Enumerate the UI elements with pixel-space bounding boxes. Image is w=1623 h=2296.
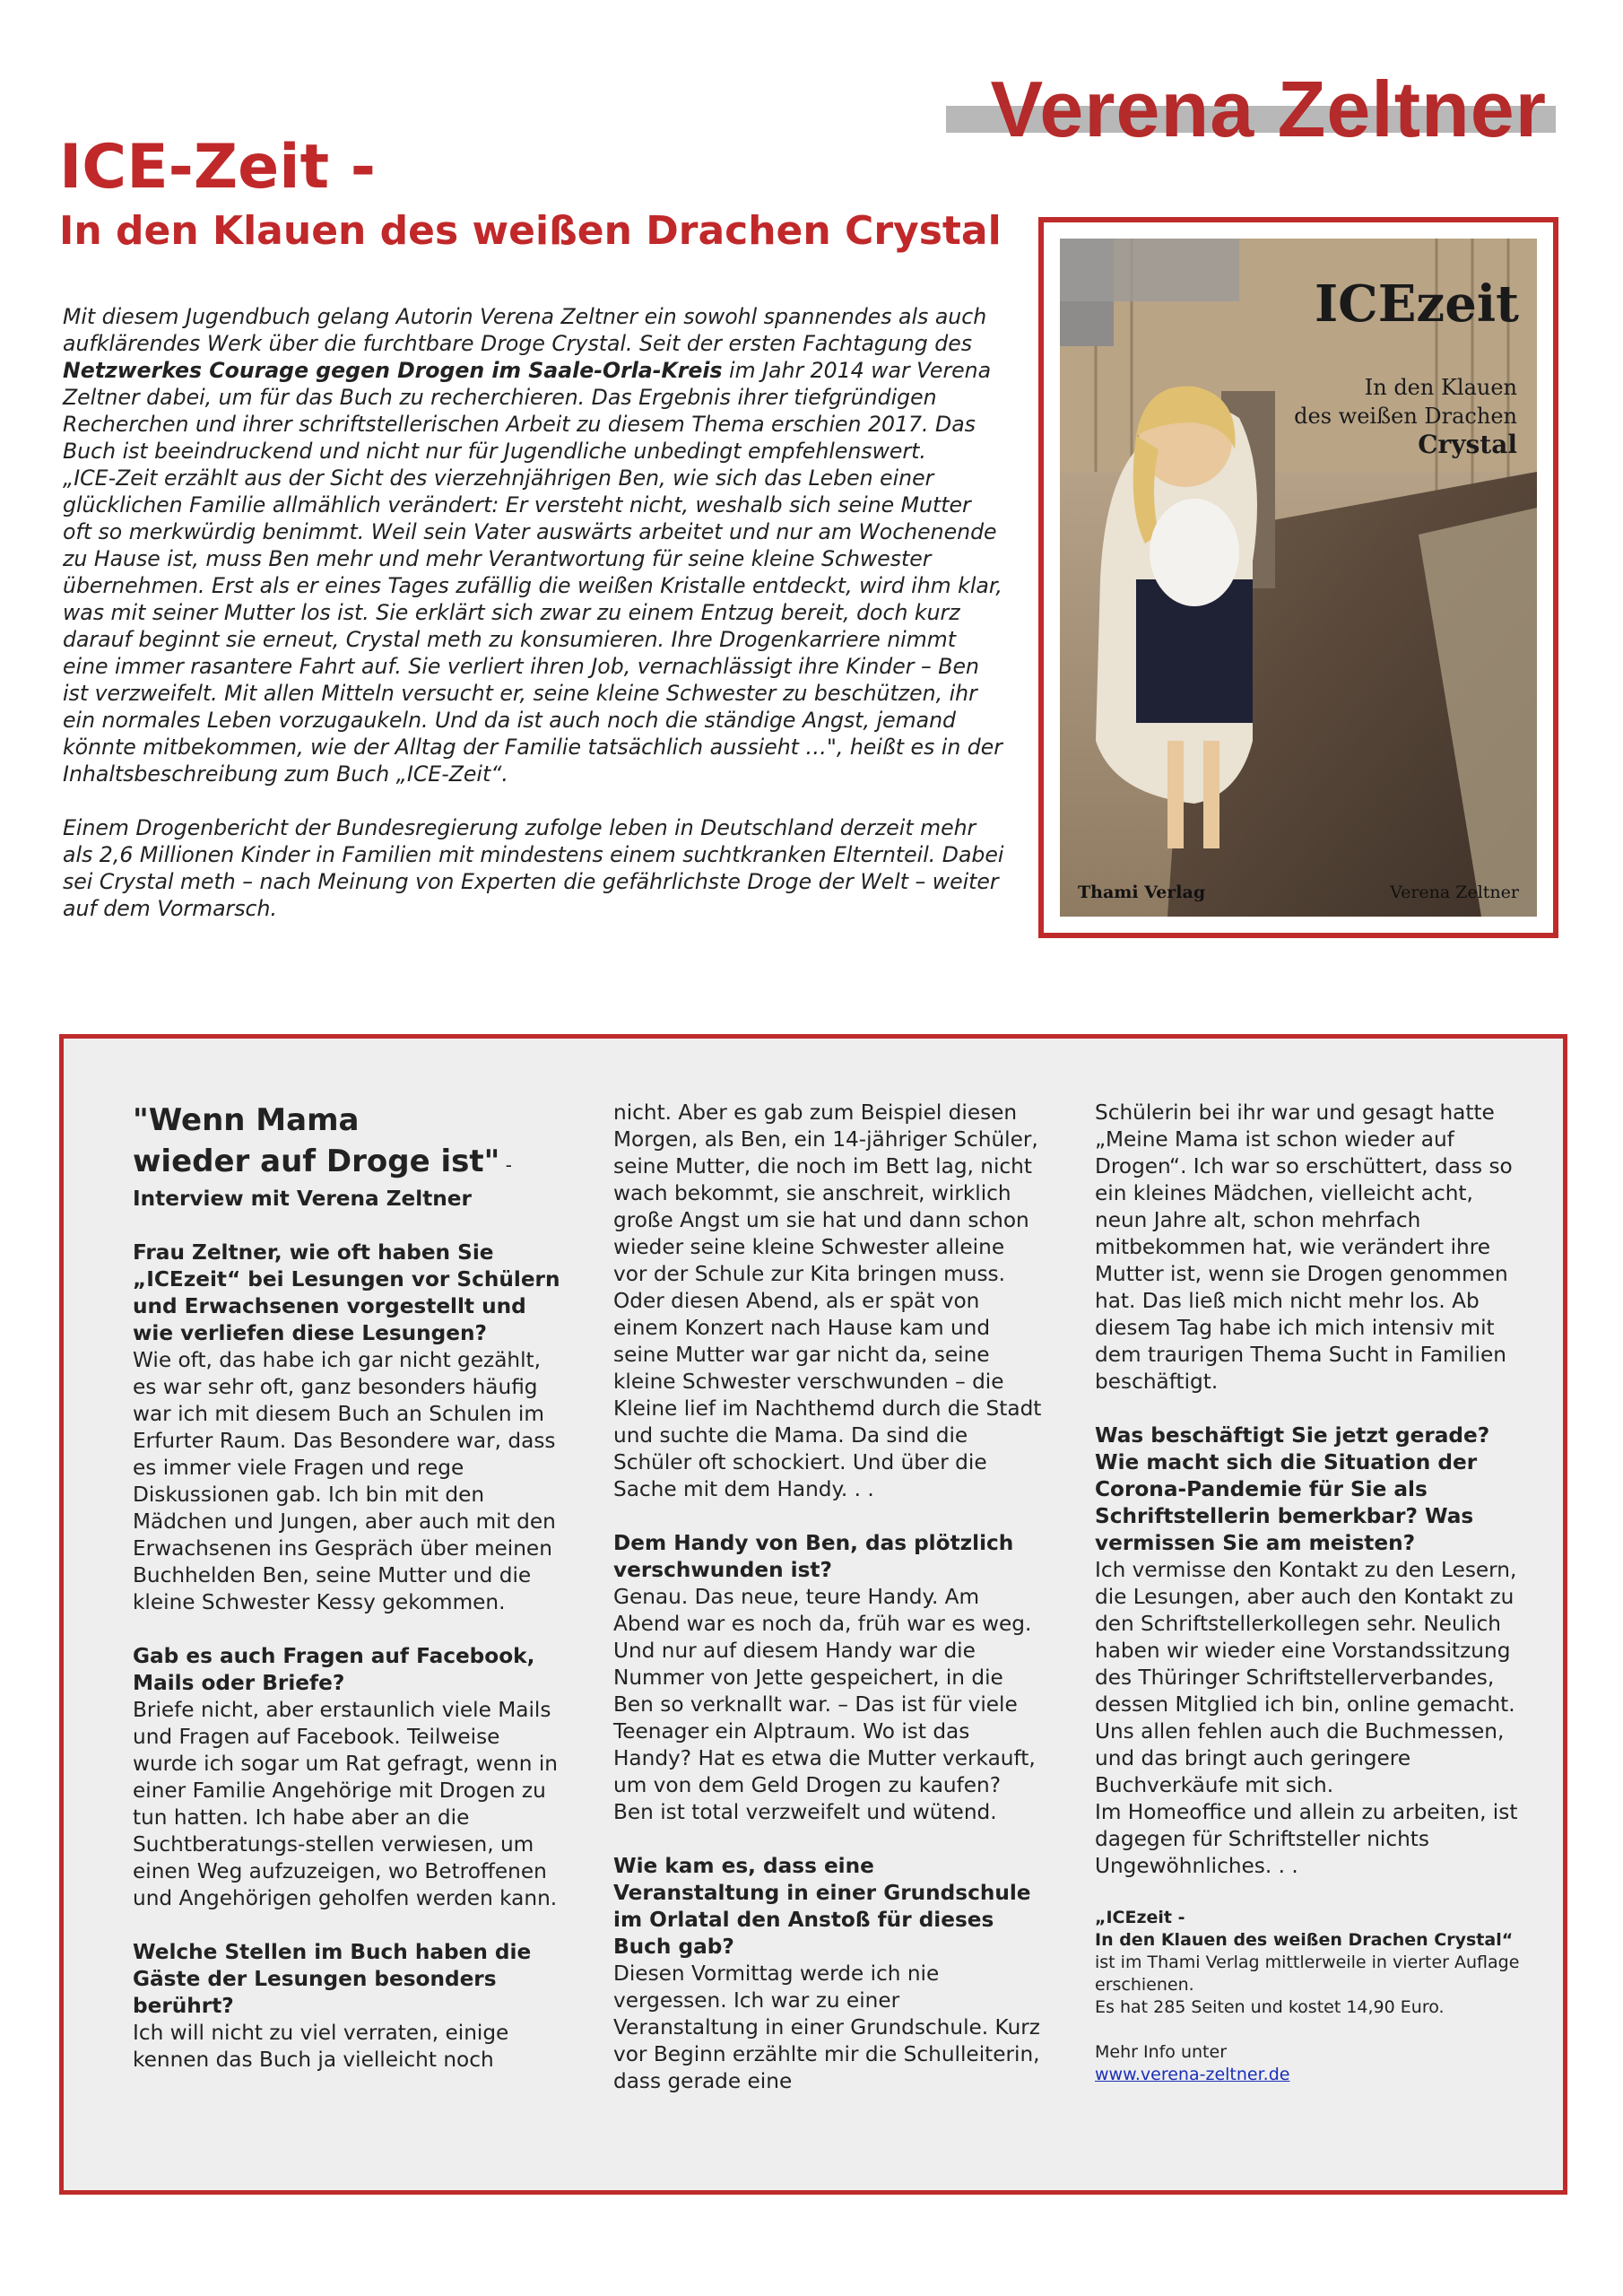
page-subtitle: In den Klauen des weißen Drachen Crystal: [59, 208, 1002, 254]
answer-1: Wie oft, das habe ich gar nicht gezählt, es war sehr oft, ganz besonders häufig war ich mit diesem Buch an Schulen im Erfurter Raum. Das Besondere war, dass es immer viele Fragen und rege Diskussionen gab. Ich bin mit den Mädchen und Jungen, aber auch mit den Erwachsenen ins Gespräch über meinen Buchhelden Ben, seine Mutter und die kleine Schwester Kessy gekommen.: [133, 1348, 556, 1614]
interview-subtitle: Interview mit Verena Zeltner: [133, 1187, 472, 1211]
book-info-title: In den Klauen des weißen Drachen Crystal“: [1095, 1930, 1514, 1950]
answer-4: Genau. Das neue, teure Handy. Am Abend war es noch da, früh war es weg. Und nur auf diesem Handy war die Nummer von Jette gespeichert, in die Ben so verknallt war. – Das ist für viele Teenager ein Alptraum. Wo ist das Handy? Hat es etwa die Mutter verkauft, um von dem Geld Drogen zu kaufen? Ben ist total verzweifelt und wütend.: [613, 1585, 1036, 1824]
answer-5-part-2: Schülerin bei ihr war und gesagt hatte „Meine Mama ist schon wieder auf Drogen“. Ich war so erschüttert, dass so ein kleines Mädchen, vielleicht acht, neun Jahre alt, schon mehrfach mitbekommen hat, wie verändert ihre Mutter ist, wenn sie Drogen genommen hat. Das ließ mich nicht mehr los. Ab diesem Tag habe ich mich intensiv mit dem traurigen Thema Sucht in Familien beschäftigt.: [1095, 1100, 1513, 1394]
interview-title-line: wieder auf Droge ist": [133, 1144, 500, 1179]
question-2: Gab es auch Fragen auf Facebook, Mails oder Briefe?: [133, 1644, 535, 1695]
question-3: Welche Stellen im Buch haben die Gäste der Lesungen besonders berührt?: [133, 1940, 532, 2018]
question-5: Wie kam es, dass eine Veranstaltung in einer Grundschule im Orlatal den Anstoß für dieses Buch gab?: [613, 1854, 1031, 1959]
intro-article: [63, 303, 1004, 922]
book-cover-illustration: [1060, 239, 1537, 917]
answer-3-part-2: nicht. Aber es gab zum Beispiel diesen Morgen, als Ben, ein 14-jähriger Schüler, seine Mutter, die noch im Bett lag, nicht wach bekommt, sie anschreit, wirklich große Angst um sie hat und dann schon wieder seine kleine Schwester alleine vor der Schule zur Kita bringen muss.: [613, 1100, 1038, 1286]
book-info-title: „ICEzeit -: [1095, 1908, 1185, 1927]
answer-2: Briefe nicht, aber erstaunlich viele Mails und Fragen auf Facebook. Teilweise wurde ich sogar um Rat gefragt, wenn in einer Familie Angehörige mit Drogen zu tun hatten. Ich habe aber an die Suchtberatungs-stellen verwiesen, um einen Weg aufzuzeigen, wo Betroffenen und Angehörigen geholfen werden kann.: [133, 1698, 558, 1910]
cover-subtitle: [1294, 373, 1517, 459]
book-cover-frame: [1038, 217, 1558, 938]
answer-3-part-3: Oder diesen Abend, als er spät von einem Konzert nach Hause kam und seine Mutter war gar nicht da, seine kleine Schwester verschwunden – die Kleine lief im Nachthemd durch die Stadt und suchte die Mama. Da sind die Schüler oft schockiert. Und über die Sache mit dem Handy. . .: [613, 1289, 1042, 1501]
cover-author: Verena Zeltner: [1390, 883, 1519, 902]
cover-publisher: Thami Verlag: [1078, 883, 1206, 902]
question-1: Frau Zeltner, wie oft haben Sie „ICEzeit“ bei Lesungen vor Schülern und Erwachsenen vorgestellt und wie verliefen diese Lesungen?: [133, 1240, 560, 1345]
answer-6-part-1: Ich vermisse den Kontakt zu den Lesern, die Lesungen, aber auch den Kontakt zu den Schriftstellerkollegen sehr. Neulich haben wir wieder eine Vorstandssitzung des Thüringer Schriftstellerverbandes, dessen Mitglied ich bin, online gemacht.: [1095, 1558, 1517, 1717]
intro-paragraph-2: „ICE-Zeit erzählt aus der Sicht des vierzehnjährigen Ben, wie sich das Leben einer glücklichen Familie allmählich verändert: Er versteht nicht, weshalb sich seine Mutter oft so merkwürdig benimmt. Weil sein Vater auswärts arbeitet und nur am Wochenende zu Hause ist, muss Ben mehr und mehr Verantwortung für seine kleine Schwester übernehmen. Erst als er eines Tages zufällig die weißen Kristalle entdeckt, wird ihm klar, was mit seiner Mutter los ist. Sie erklärt sich zwar zu einem Entzug bereit, doch kurz darauf beginnt sie erneut, Crystal meth zu konsumieren. Ihre Drogenkarriere nimmt eine immer rasantere Fahrt auf. Sie verliert ihren Job, vernachlässigt ihre Kinder – Ben ist verzweifelt. Mit allen Mitteln versucht er, seine kleine Schwester zu beschützen, ihr ein normales Leben vorzugaukeln. Und da ist auch noch die ständige Angst, jemand könnte mitbekommen, wie der Alltag der Familie tatsächlich aussieht …", heißt es in der Inhaltsbeschreibung zum Buch „ICE-Zeit“.: [63, 465, 1002, 787]
cover-subtitle-line: Crystal: [1418, 430, 1517, 459]
book-info-text: ist im Thami Verlag mittlerweile in vierter Auflage erschienen.: [1095, 1952, 1520, 1995]
book-info: [1095, 1907, 1525, 2086]
cover-title: ICEzeit: [1314, 274, 1519, 334]
interview-title-line: "Wenn Mama: [133, 1102, 360, 1138]
interview-column-2: [613, 1100, 1044, 2095]
question-6: Was beschäftigt Sie jetzt gerade? Wie macht sich die Situation der Corona-Pandemie für Sie als Schriftstellerin bemerkbar? Was vermissen Sie am meisten?: [1095, 1423, 1490, 1555]
answer-6-part-3: Im Homeoffice und allein zu arbeiten, ist dagegen für Schriftsteller nichts Ungewöhnliches. . .: [1095, 1800, 1518, 1878]
intro-text: Mit diesem Jugendbuch gelang Autorin Verena Zeltner ein sowohl spannendes als auch aufklärendes Werk über die furchtbare Droge Crystal. Seit der ersten Fachtagung des: [63, 304, 987, 356]
cover-subtitle-line: des weißen Drachen: [1294, 404, 1517, 429]
answer-5-part-1: Diesen Vormittag werde ich nie vergessen. Ich war zu einer Veranstaltung in einer Grundschule. Kurz vor Beginn erzählte mir die Schulleiterin, dass gerade eine: [613, 1961, 1040, 2093]
intro-paragraph-3: Einem Drogenbericht der Bundesregierung zufolge leben in Deutschland derzeit mehr als 2,6 Millionen Kinder in Familien mit mindestens einem suchtkranken Elternteil. Dabei sei Crystal meth – nach Meinung von Experten die gefährlichste Droge der Welt – weiter auf dem Vormarsch.: [63, 815, 1004, 921]
intro-bold-text: Netzwerkes Courage gegen Drogen im Saale-Orla-Kreis: [63, 358, 723, 383]
answer-6-part-2: Uns allen fehlen auch die Buchmessen, und das bringt auch geringere Buchverkäufe mit sich.: [1095, 1719, 1505, 1797]
interview-title: [133, 1100, 563, 1186]
book-info-text: Es hat 285 Seiten und kostet 14,90 Euro.: [1095, 1997, 1445, 2017]
book-cover-image: [1060, 239, 1537, 917]
intro-paragraph-1: [63, 303, 1004, 465]
author-name: Verena Zeltner: [990, 65, 1547, 153]
answer-3-part-1: Ich will nicht zu viel verraten, einige kennen das Buch ja vielleicht noch: [133, 2021, 509, 2072]
question-4: Dem Handy von Ben, das plötzlich verschwunden ist?: [613, 1531, 1014, 1582]
interview-title-dash: -: [499, 1154, 512, 1176]
cover-subtitle-line: In den Klauen: [1364, 375, 1517, 400]
intro-text: im Jahr 2014 war Verena Zeltner dabei, um für das Buch zu recherchieren. Das Ergebnis ihrer tiefgründigen Recherchen und ihrer schriftstellerischen Arbeit zu diesem Thema erschien 2017. Das Buch ist beeindruckend und nicht nur für Jugendliche unbedingt empfehlenswert.: [63, 358, 992, 464]
interview-column-3: [1095, 1100, 1525, 2086]
page-title: ICE-Zeit -: [59, 132, 377, 203]
interview-column-1: [133, 1100, 563, 2074]
website-link[interactable]: www.verena-zeltner.de: [1095, 2065, 1290, 2084]
more-info-label: Mehr Info unter: [1095, 2042, 1228, 2062]
